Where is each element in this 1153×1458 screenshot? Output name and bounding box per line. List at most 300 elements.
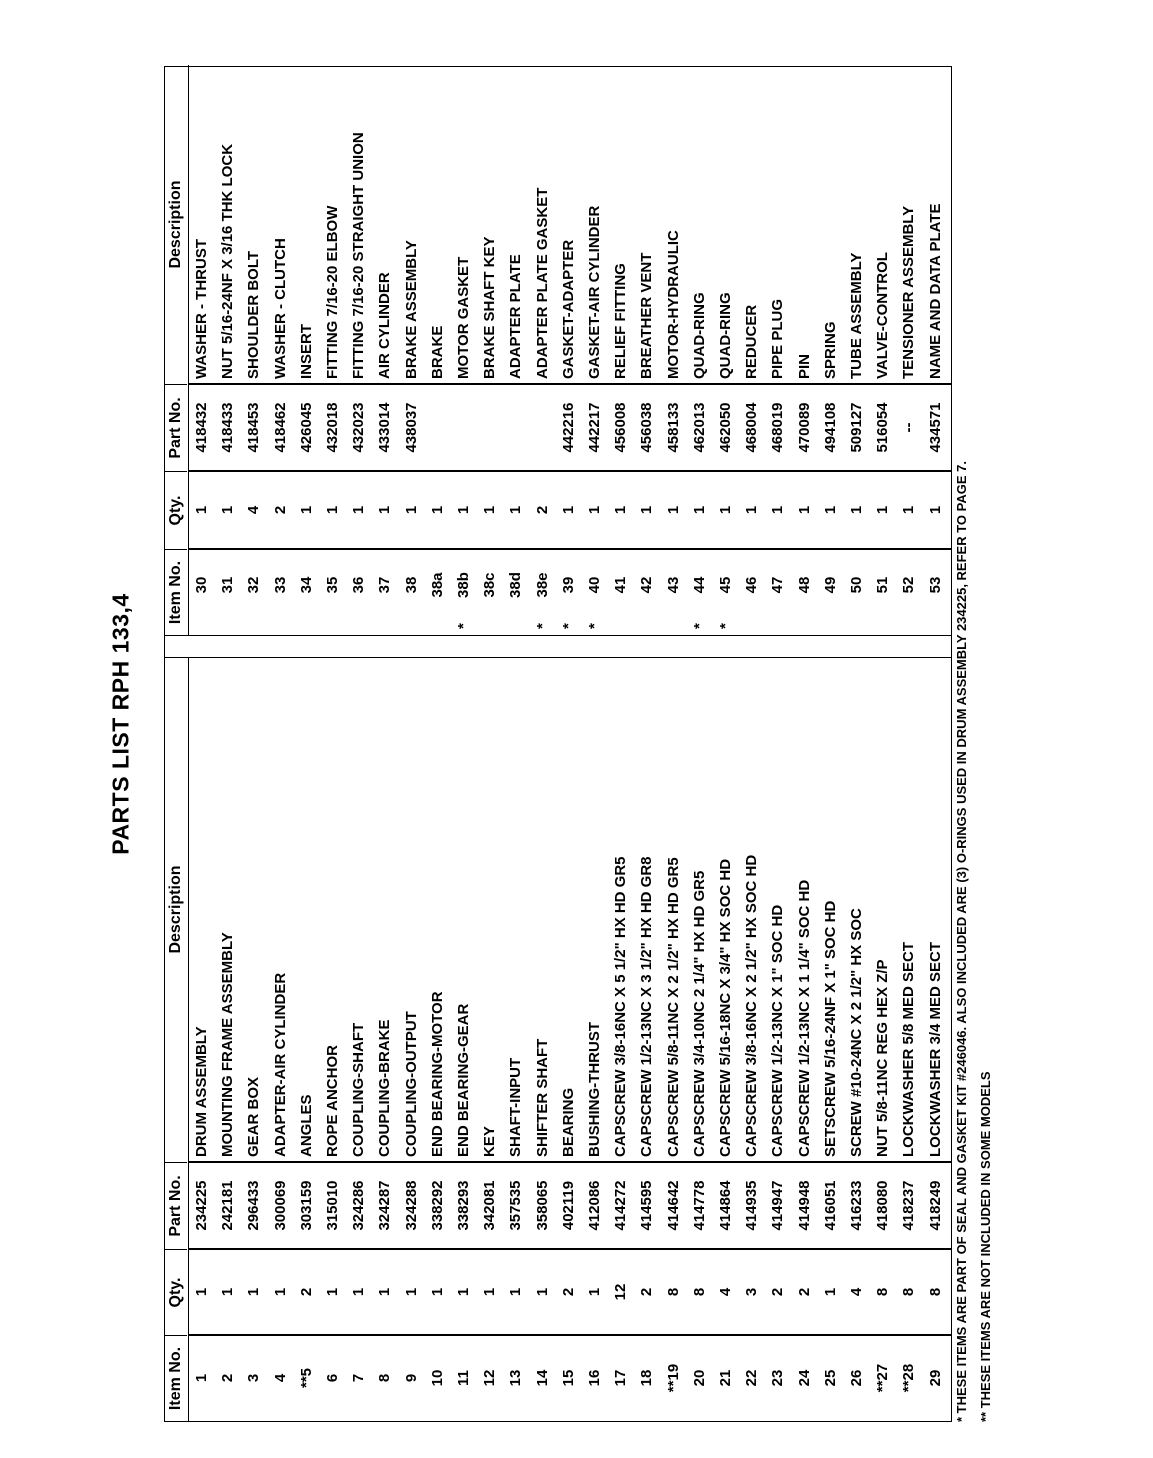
- seal-kit-marker: *: [455, 623, 472, 629]
- cell-qty: 1: [324, 1287, 341, 1297]
- cell-qty: 2: [769, 1287, 787, 1297]
- cell-description: QUAD-RING: [717, 292, 734, 379]
- cell-part-no: 324288: [402, 1180, 420, 1231]
- cell-part-no: 414947: [769, 1180, 787, 1231]
- table-row: [530, 658, 556, 1421]
- cell-qty: 3: [743, 1287, 761, 1297]
- cell-part-no: 338292: [428, 1180, 446, 1231]
- header-part-no: Part No.: [165, 1162, 187, 1249]
- cell-description: REDUCER: [743, 304, 761, 379]
- cell-description: RELIEF FITTING: [612, 263, 630, 379]
- cell-qty: 2: [559, 1287, 577, 1297]
- cell-description: KEY: [481, 1126, 499, 1157]
- cell-qty: 1: [193, 505, 210, 515]
- cell-part-no: 412086: [586, 1180, 603, 1231]
- cell-qty: 1: [219, 1287, 237, 1297]
- table-row: [713, 65, 739, 635]
- cell-part-no: 414864: [717, 1180, 734, 1231]
- cell-description: SHIFTER SHAFT: [533, 1038, 551, 1157]
- table-row: [294, 658, 320, 1421]
- cell-description: SETSCREW 5/16-24NF X 1" SOC HD: [821, 900, 839, 1157]
- cell-item-no: 6: [324, 1373, 341, 1383]
- cell-part-no: 416233: [848, 1180, 865, 1231]
- parts-table: [164, 66, 952, 1422]
- header-item-no: Item No.: [165, 549, 187, 635]
- cell-part-no: 516054: [874, 402, 892, 453]
- cell-item-no: 42: [638, 576, 656, 594]
- cell-qty: 1: [350, 1287, 368, 1297]
- cell-item-no: 39: [559, 576, 577, 594]
- cell-part-no: 509127: [848, 402, 865, 453]
- cell-part-no: 414595: [638, 1180, 656, 1231]
- cell-qty: 1: [769, 505, 787, 515]
- cell-qty: 1: [245, 1287, 263, 1297]
- page-title: PARTS LIST RPH 133,4: [107, 593, 134, 855]
- cell-description: ANGLES: [297, 1094, 315, 1157]
- cell-qty: 1: [193, 1287, 210, 1297]
- cell-item-no: 33: [271, 576, 289, 594]
- cell-qty: 1: [926, 505, 944, 515]
- cell-item-no: 53: [926, 576, 944, 594]
- cell-part-no: 468019: [769, 402, 787, 453]
- cell-item-no: 38c: [481, 572, 499, 598]
- cell-description: WASHER - CLUTCH: [271, 238, 289, 379]
- cell-part-no: 315010: [324, 1180, 341, 1231]
- cell-qty: 1: [638, 505, 656, 515]
- cell-description: VALVE-CONTROL: [874, 252, 892, 379]
- cell-description: BRAKE: [428, 325, 446, 379]
- table-row: [634, 65, 660, 635]
- table-row: [896, 658, 922, 1421]
- cell-description: FITTING 7/16-20 STRAIGHT UNION: [350, 132, 368, 379]
- cell-item-no: 37: [376, 576, 394, 594]
- table-row: [189, 65, 215, 635]
- cell-item-no: **27: [874, 1363, 892, 1393]
- cell-part-no: [530, 384, 556, 471]
- cell-item-no: **19: [664, 1363, 682, 1393]
- cell-qty: 1: [586, 505, 603, 515]
- cell-part-no: 458133: [664, 402, 682, 453]
- table-row: [608, 658, 634, 1421]
- header-description: Description: [167, 180, 184, 269]
- cell-description: GASKET-AIR CYLINDER: [586, 205, 603, 379]
- cell-item-no: 9: [402, 1373, 420, 1383]
- cell-qty: 8: [690, 1287, 708, 1297]
- cell-part-no: 300069: [271, 1180, 289, 1231]
- cell-part-no: 432018: [324, 402, 341, 453]
- cell-item-no: 52: [900, 576, 918, 594]
- table-row: [608, 65, 634, 635]
- table-row: [556, 658, 582, 1421]
- cell-part-no: 414272: [612, 1180, 630, 1231]
- cell-qty: 2: [638, 1287, 656, 1297]
- cell-part-no: 456008: [612, 402, 630, 453]
- table-row: [503, 65, 529, 635]
- cell-description: SPRING: [821, 321, 839, 379]
- footnote-not-included: ** THESE ITEMS ARE NOT INCLUDED IN SOME MODELS: [978, 1071, 993, 1422]
- cell-item-no: 36: [350, 576, 368, 594]
- table-row: [739, 65, 765, 635]
- table-row: [792, 658, 818, 1421]
- cell-item-no: 23: [769, 1369, 787, 1387]
- cell-description: AIR CYLINDER: [376, 272, 394, 379]
- cell-qty: 1: [402, 505, 420, 515]
- cell-item-no: 47: [769, 576, 787, 594]
- cell-qty: 1: [297, 505, 315, 515]
- cell-qty: 1: [821, 505, 839, 515]
- table-row: [923, 65, 949, 635]
- cell-qty: 1: [481, 1287, 499, 1297]
- table-row: [765, 658, 791, 1421]
- cell-item-no: 11: [455, 1370, 472, 1386]
- cell-item-no: 48: [795, 576, 813, 594]
- cell-item-no: 26: [848, 1369, 865, 1387]
- cell-qty: 1: [664, 505, 682, 515]
- cell-qty: 1: [376, 1287, 394, 1297]
- cell-qty: 2: [271, 505, 289, 515]
- cell-part-no: 324287: [376, 1180, 394, 1231]
- cell-part-no: 456038: [638, 402, 656, 453]
- cell-item-no: 34: [297, 576, 315, 594]
- cell-part-no: 416051: [821, 1180, 839, 1231]
- cell-item-no: 22: [743, 1369, 761, 1387]
- cell-description: CAPSCREW 1/2-13NC X 3 1/2" HX HD GR8: [638, 856, 656, 1157]
- cell-description: CAPSCREW 3/8-16NC X 2 1/2" HX SOC HD: [743, 854, 761, 1157]
- table-header-left: [165, 658, 189, 1421]
- cell-item-no: 24: [795, 1369, 813, 1387]
- header-item-no: Item No.: [165, 1335, 187, 1421]
- cell-item-no: 8: [376, 1373, 394, 1383]
- cell-qty: 1: [350, 505, 368, 515]
- parts-table-right: [165, 65, 951, 635]
- cell-qty: 1: [874, 505, 892, 515]
- cell-qty: 1: [795, 505, 813, 515]
- cell-description: SHAFT-INPUT: [507, 1057, 525, 1157]
- cell-qty: 1: [455, 505, 472, 515]
- cell-description: PIN: [795, 353, 813, 379]
- cell-description: SHOULDER BOLT: [245, 250, 263, 379]
- cell-item-no: 21: [717, 1369, 734, 1387]
- cell-description: QUAD-RING: [690, 292, 708, 379]
- cell-part-no: 462013: [690, 402, 708, 453]
- cell-part-no: 432023: [350, 402, 368, 453]
- cell-part-no: 470089: [795, 402, 813, 453]
- table-row: [687, 65, 713, 635]
- cell-part-no: 418432: [193, 402, 210, 453]
- cell-part-no: 418249: [926, 1180, 944, 1231]
- cell-item-no: 44: [690, 576, 708, 594]
- header-qty: Qty.: [165, 1249, 187, 1335]
- cell-part-no: [425, 384, 451, 471]
- cell-description: NAME AND DATA PLATE: [926, 203, 944, 379]
- cell-item-no: 4: [271, 1373, 289, 1383]
- cell-description: GASKET-ADAPTER: [559, 239, 577, 379]
- cell-description: DRUM ASSEMBLY: [193, 1026, 210, 1157]
- parts-list-table-area: [164, 66, 1004, 1422]
- table-row: [346, 658, 372, 1421]
- cell-item-no: 50: [848, 576, 865, 594]
- cell-qty: 1: [533, 1287, 551, 1297]
- table-row: [268, 658, 294, 1421]
- table-row: [451, 658, 477, 1421]
- cell-description: MOTOR GASKET: [455, 256, 472, 379]
- table-header-right: [165, 65, 189, 635]
- table-row: [215, 65, 241, 635]
- cell-qty: 1: [690, 505, 708, 515]
- cell-description: GEAR BOX: [245, 1076, 263, 1157]
- table-row: [582, 65, 608, 635]
- cell-qty: 8: [874, 1287, 892, 1297]
- cell-item-no: 25: [821, 1369, 839, 1387]
- table-row: [425, 658, 451, 1421]
- cell-item-no: 43: [664, 576, 682, 594]
- cell-description: ADAPTER-AIR CYLINDER: [271, 972, 289, 1157]
- cell-qty: 1: [743, 505, 761, 515]
- table-row: [241, 658, 267, 1421]
- cell-part-no: 414948: [795, 1180, 813, 1231]
- cell-description: ROPE ANCHOR: [324, 1045, 341, 1157]
- seal-kit-marker: *: [690, 623, 708, 629]
- table-row: [556, 65, 582, 635]
- cell-qty: 4: [717, 1287, 734, 1297]
- cell-part-no: 234225: [193, 1180, 210, 1231]
- cell-item-no: 51: [874, 576, 892, 594]
- cell-item-no: 2: [219, 1373, 237, 1383]
- table-row: [923, 658, 949, 1421]
- cell-qty: 1: [271, 1287, 289, 1297]
- cell-item-no: 18: [638, 1369, 656, 1387]
- table-row: [503, 658, 529, 1421]
- cell-description: CAPSCREW 1/2-13NC X 1 1/4" SOC HD: [795, 879, 813, 1157]
- cell-qty: 1: [428, 505, 446, 515]
- cell-qty: 1: [586, 1287, 603, 1297]
- cell-item-no: 49: [821, 576, 839, 594]
- cell-item-no: 40: [586, 576, 603, 594]
- cell-description: INSERT: [297, 323, 315, 379]
- cell-part-no: 418453: [245, 402, 263, 453]
- table-row: [372, 65, 398, 635]
- cell-description: WASHER - THRUST: [193, 239, 210, 379]
- cell-qty: 12: [612, 1283, 630, 1301]
- cell-part-no: 438037: [402, 402, 420, 453]
- cell-item-no: 38: [402, 576, 420, 594]
- table-row: [582, 658, 608, 1421]
- cell-qty: 1: [428, 1287, 446, 1297]
- cell-part-no: 442217: [586, 402, 603, 453]
- cell-item-no: 12: [481, 1369, 499, 1387]
- table-row: [765, 65, 791, 635]
- cell-item-no: 32: [245, 576, 263, 594]
- cell-item-no: 14: [533, 1369, 551, 1387]
- table-row: [713, 658, 739, 1421]
- seal-kit-marker: *: [586, 623, 603, 629]
- cell-item-no: 45: [717, 576, 734, 594]
- parts-table-left: [165, 657, 951, 1421]
- cell-part-no: 414642: [664, 1180, 682, 1231]
- cell-description: PIPE PLUG: [769, 298, 787, 379]
- table-row: [739, 658, 765, 1421]
- cell-qty: 1: [455, 1287, 472, 1297]
- cell-item-no: 38d: [507, 572, 525, 598]
- cell-part-no: 358065: [533, 1180, 551, 1231]
- cell-part-no: 418433: [219, 402, 237, 453]
- cell-qty: 1: [481, 505, 499, 515]
- table-spacer-column: [165, 635, 951, 657]
- cell-item-no: 30: [193, 576, 210, 594]
- cell-qty: 2: [795, 1287, 813, 1297]
- cell-qty: 1: [612, 505, 630, 515]
- cell-part-no: 357535: [507, 1180, 525, 1231]
- cell-part-no: 303159: [297, 1180, 315, 1231]
- cell-item-no: 41: [612, 576, 630, 594]
- table-row: [661, 65, 687, 635]
- cell-part-no: [477, 384, 503, 471]
- cell-item-no: 46: [743, 576, 761, 594]
- cell-description: CAPSCREW 1/2-13NC X 1" SOC HD: [769, 904, 787, 1157]
- cell-description: CAPSCREW 3/8-16NC X 5 1/2" HX HD GR5: [612, 856, 630, 1157]
- header-description: Description: [167, 865, 184, 954]
- cell-item-no: 3: [245, 1373, 263, 1383]
- cell-description: BREATHER VENT: [638, 252, 656, 379]
- table-row: [399, 658, 425, 1421]
- table-row: [346, 65, 372, 635]
- cell-qty: 2: [297, 1287, 315, 1297]
- cell-part-no: 433014: [376, 402, 394, 453]
- cell-item-no: 29: [926, 1369, 944, 1387]
- cell-description: BEARING: [559, 1087, 577, 1157]
- cell-item-no: 38a: [428, 572, 446, 598]
- cell-description: MOUNTING FRAME ASSEMBLY: [219, 932, 237, 1157]
- cell-part-no: 402119: [559, 1180, 577, 1231]
- table-row: [870, 658, 896, 1421]
- table-row: [372, 658, 398, 1421]
- seal-kit-marker: *: [559, 623, 577, 629]
- table-row: [792, 65, 818, 635]
- cell-qty: 4: [848, 1287, 865, 1297]
- table-row: [215, 658, 241, 1421]
- cell-part-no: 338293: [455, 1180, 472, 1231]
- cell-qty: 8: [664, 1287, 682, 1297]
- cell-description: CAPSCREW 5/16-18NC X 3/4" HX SOC HD: [717, 858, 734, 1157]
- table-row: [451, 65, 477, 635]
- cell-qty: 1: [219, 505, 237, 515]
- cell-part-no: 414935: [743, 1180, 761, 1231]
- cell-item-no: 20: [690, 1369, 708, 1387]
- table-row: [661, 658, 687, 1421]
- cell-description: MOTOR-HYDRAULIC: [664, 230, 682, 379]
- cell-item-no: 1: [193, 1373, 210, 1383]
- cell-item-no: 31: [219, 576, 237, 594]
- cell-description: NUT 5/16-24NF X 3/16 THK LOCK: [219, 143, 237, 379]
- cell-part-no: 242181: [219, 1180, 237, 1231]
- cell-description: COUPLING-BRAKE: [376, 1019, 394, 1157]
- table-row: [241, 65, 267, 635]
- table-row: [294, 65, 320, 635]
- seal-kit-marker: *: [533, 623, 551, 629]
- cell-description: BRAKE ASSEMBLY: [402, 240, 420, 379]
- cell-part-no: [451, 384, 477, 471]
- table-row: [530, 65, 556, 635]
- table-row: [399, 65, 425, 635]
- cell-item-no: 38b: [455, 572, 472, 598]
- cell-part-no: 426045: [297, 402, 315, 453]
- table-row: [425, 65, 451, 635]
- cell-description: CAPSCREW 5/8-11NC X 2 1/2" HX HD GR5: [664, 857, 682, 1157]
- cell-qty: 1: [821, 1287, 839, 1297]
- cell-description: LOCKWASHER 3/4 MED SECT: [926, 941, 944, 1157]
- table-row: [687, 658, 713, 1421]
- cell-part-no: 414778: [690, 1180, 708, 1231]
- cell-description: BRAKE SHAFT KEY: [481, 236, 499, 379]
- cell-part-no: 296433: [245, 1180, 263, 1231]
- cell-item-no: 38e: [533, 572, 551, 598]
- cell-item-no: **5: [297, 1367, 315, 1389]
- cell-description: LOCKWASHER 5/8 MED SECT: [900, 941, 918, 1157]
- cell-qty: 8: [926, 1287, 944, 1297]
- table-row: [870, 65, 896, 635]
- table-row: [268, 65, 294, 635]
- cell-part-no: 468004: [743, 402, 761, 453]
- cell-qty: 1: [559, 505, 577, 515]
- cell-description: NUT 5/8-11NC REG HEX Z/P: [874, 959, 892, 1157]
- cell-part-no: --: [900, 422, 918, 433]
- cell-description: END BEARING-MOTOR: [428, 991, 446, 1157]
- table-row: [477, 658, 503, 1421]
- cell-qty: 1: [507, 1287, 525, 1297]
- cell-item-no: 17: [612, 1369, 630, 1387]
- cell-item-no: **28: [900, 1363, 918, 1393]
- cell-description: COUPLING-SHAFT: [350, 1022, 368, 1157]
- cell-part-no: 462050: [717, 402, 734, 453]
- cell-description: ADAPTER PLATE: [507, 254, 525, 379]
- cell-part-no: 342081: [481, 1180, 499, 1231]
- table-row: [320, 658, 346, 1421]
- footnote-seal-kit: * THESE ITEMS ARE PART OF SEAL AND GASKET KIT #246046. ALSO INCLUDED ARE (3) O-RINGS USED IN DRUM ASSEMBLY 234225, REFER TO PAGE 7.: [954, 461, 969, 1422]
- header-part-no: Part No.: [165, 384, 187, 471]
- cell-qty: 1: [848, 505, 865, 515]
- cell-item-no: 13: [507, 1369, 525, 1387]
- table-row: [896, 65, 922, 635]
- table-row: [818, 65, 844, 635]
- cell-description: SCREW #10-24NC X 2 1/2" HX SOC: [848, 908, 865, 1157]
- cell-qty: 1: [507, 505, 525, 515]
- table-row: [634, 658, 660, 1421]
- table-row: [844, 658, 870, 1421]
- cell-part-no: 494108: [821, 402, 839, 453]
- cell-item-no: 16: [586, 1369, 603, 1387]
- table-row: [189, 658, 215, 1421]
- cell-item-no: 35: [324, 576, 341, 594]
- cell-item-no: 7: [350, 1373, 368, 1383]
- cell-qty: 8: [900, 1287, 918, 1297]
- cell-description: TUBE ASSEMBLY: [848, 252, 865, 379]
- cell-part-no: 324286: [350, 1180, 368, 1231]
- cell-part-no: 418462: [271, 402, 289, 453]
- cell-description: FITTING 7/16-20 ELBOW: [324, 205, 341, 379]
- cell-qty: 2: [533, 505, 551, 515]
- cell-part-no: 434571: [926, 402, 944, 453]
- cell-part-no: [503, 384, 529, 471]
- cell-description: COUPLING-OUTPUT: [402, 1011, 420, 1157]
- table-row: [844, 65, 870, 635]
- table-row: [818, 658, 844, 1421]
- seal-kit-marker: *: [717, 623, 734, 629]
- cell-item-no: 15: [559, 1369, 577, 1387]
- cell-item-no: 10: [428, 1369, 446, 1387]
- cell-description: TENSIONER ASSEMBLY: [900, 205, 918, 379]
- cell-description: ADAPTER PLATE GASKET: [533, 187, 551, 379]
- cell-qty: 1: [717, 505, 734, 515]
